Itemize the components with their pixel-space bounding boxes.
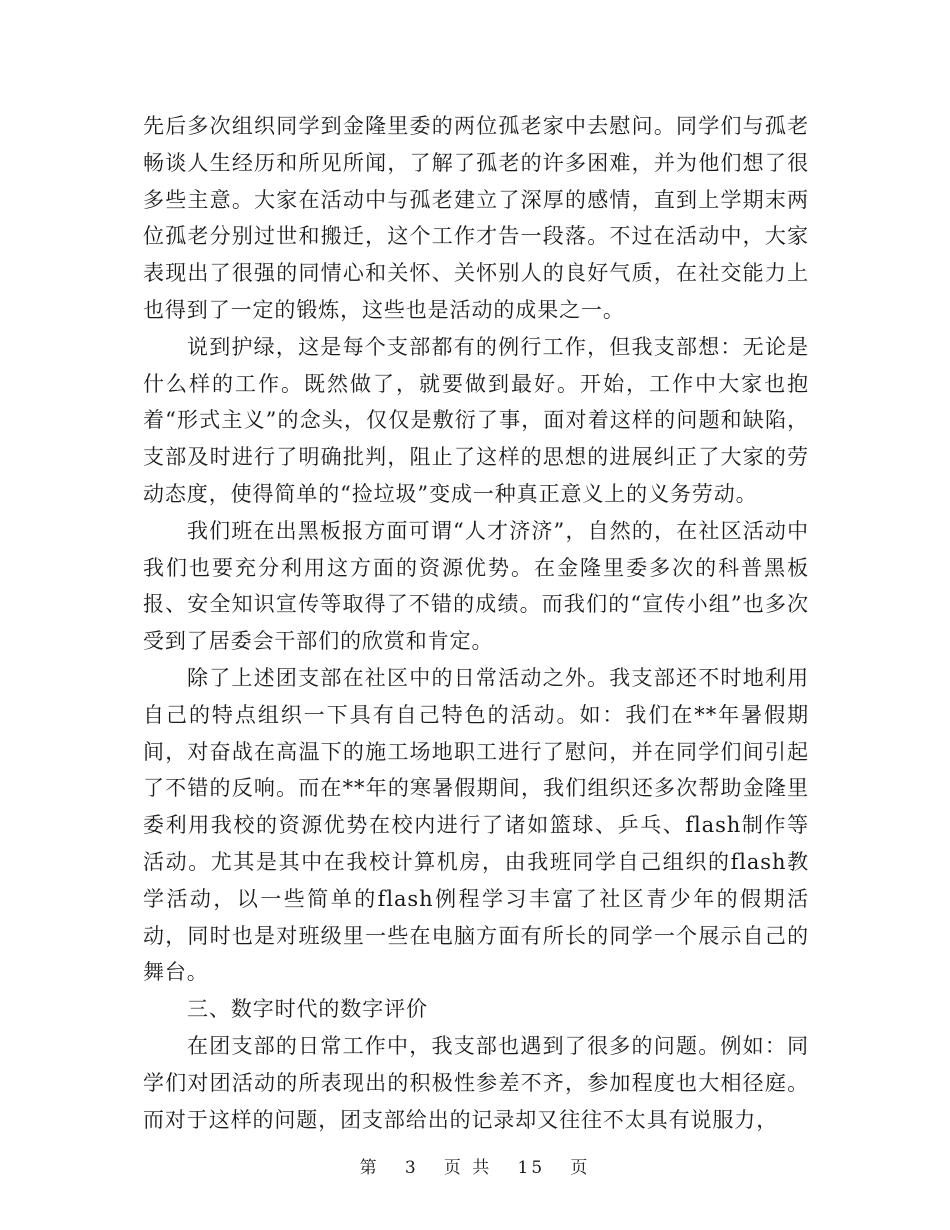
paragraph-2: 说到护绿，这是每个支部都有的例行工作，但我支部想：无论是什么样的工作。既然做了，就要做到最好。开始，工作中大家也抱着“形式主义”的念头，仅仅是敷衍了事，面对着这样的问题和缺陷，支部及时进行了明确批判，阻止了这样的思想的进展纠正了大家的劳动态度，使得简单的“捡垃圾”变成一种真正意义上的义务劳动。 <box>143 334 809 506</box>
footer-prefix: 第 <box>359 1158 380 1178</box>
document-body <box>143 108 809 1138</box>
footer-suffix: 页 <box>570 1158 591 1178</box>
paragraph-3: 我们班在出黑板报方面可谓“人才济济”，自然的，在社区活动中我们也要充分利用这方面的资源优势。在金隆里委多次的科普黑板报、安全知识宣传等取得了不错的成绩。而我们的“宣传小组”也多次受到了居委会干部们的欣赏和肯定。 <box>143 518 809 654</box>
footer-middle: 页 共 <box>443 1158 493 1178</box>
paragraph-5: 在团支部的日常工作中，我支部也遇到了很多的问题。例如：同学们对团活动的所表现出的积极性参差不齐，参加程度也大相径庭。而对于这样的问题，团支部给出的记录却又往往不太具有说服力， <box>143 1033 809 1132</box>
footer-total-pages: 15 <box>517 1158 546 1178</box>
section-heading: 三、数字时代的数字评价 <box>187 997 428 1022</box>
page-footer <box>0 1153 950 1178</box>
footer-page-number: 3 <box>404 1158 419 1178</box>
paragraph-4: 除了上述团支部在社区中的日常活动之外。我支部还不时地利用自己的特点组织一下具有自己特色的活动。如：我们在**年暑假期间，对奋战在高温下的施工场地职工进行了慰问，并在同学们间引起了不错的反响。而在**年的寒暑假期间，我们组织还多次帮助金隆里委利用我校的资源优势在校内进行了诸如篮球、乒乓、flash制作等活动。尤其是其中在我校计算机房，由我班同学自己组织的flash教学活动，以一些简单的flash例程学习丰富了社区青少年的假期活动，同时也是对班级里一些在电脑方面有所长的同学一个展示自己的舞台。 <box>143 665 809 985</box>
paragraph-1: 先后多次组织同学到金隆里委的两位孤老家中去慰问。同学们与孤老畅谈人生经历和所见所闻，了解了孤老的许多困难，并为他们想了很多些主意。大家在活动中与孤老建立了深厚的感情，直到上学期末两位孤老分别过世和搬迁，这个工作才告一段落。不过在活动中，大家表现出了很强的同情心和关怀、关怀别人的良好气质，在社交能力上也得到了一定的锻炼，这些也是活动的成果之一。 <box>143 114 809 322</box>
